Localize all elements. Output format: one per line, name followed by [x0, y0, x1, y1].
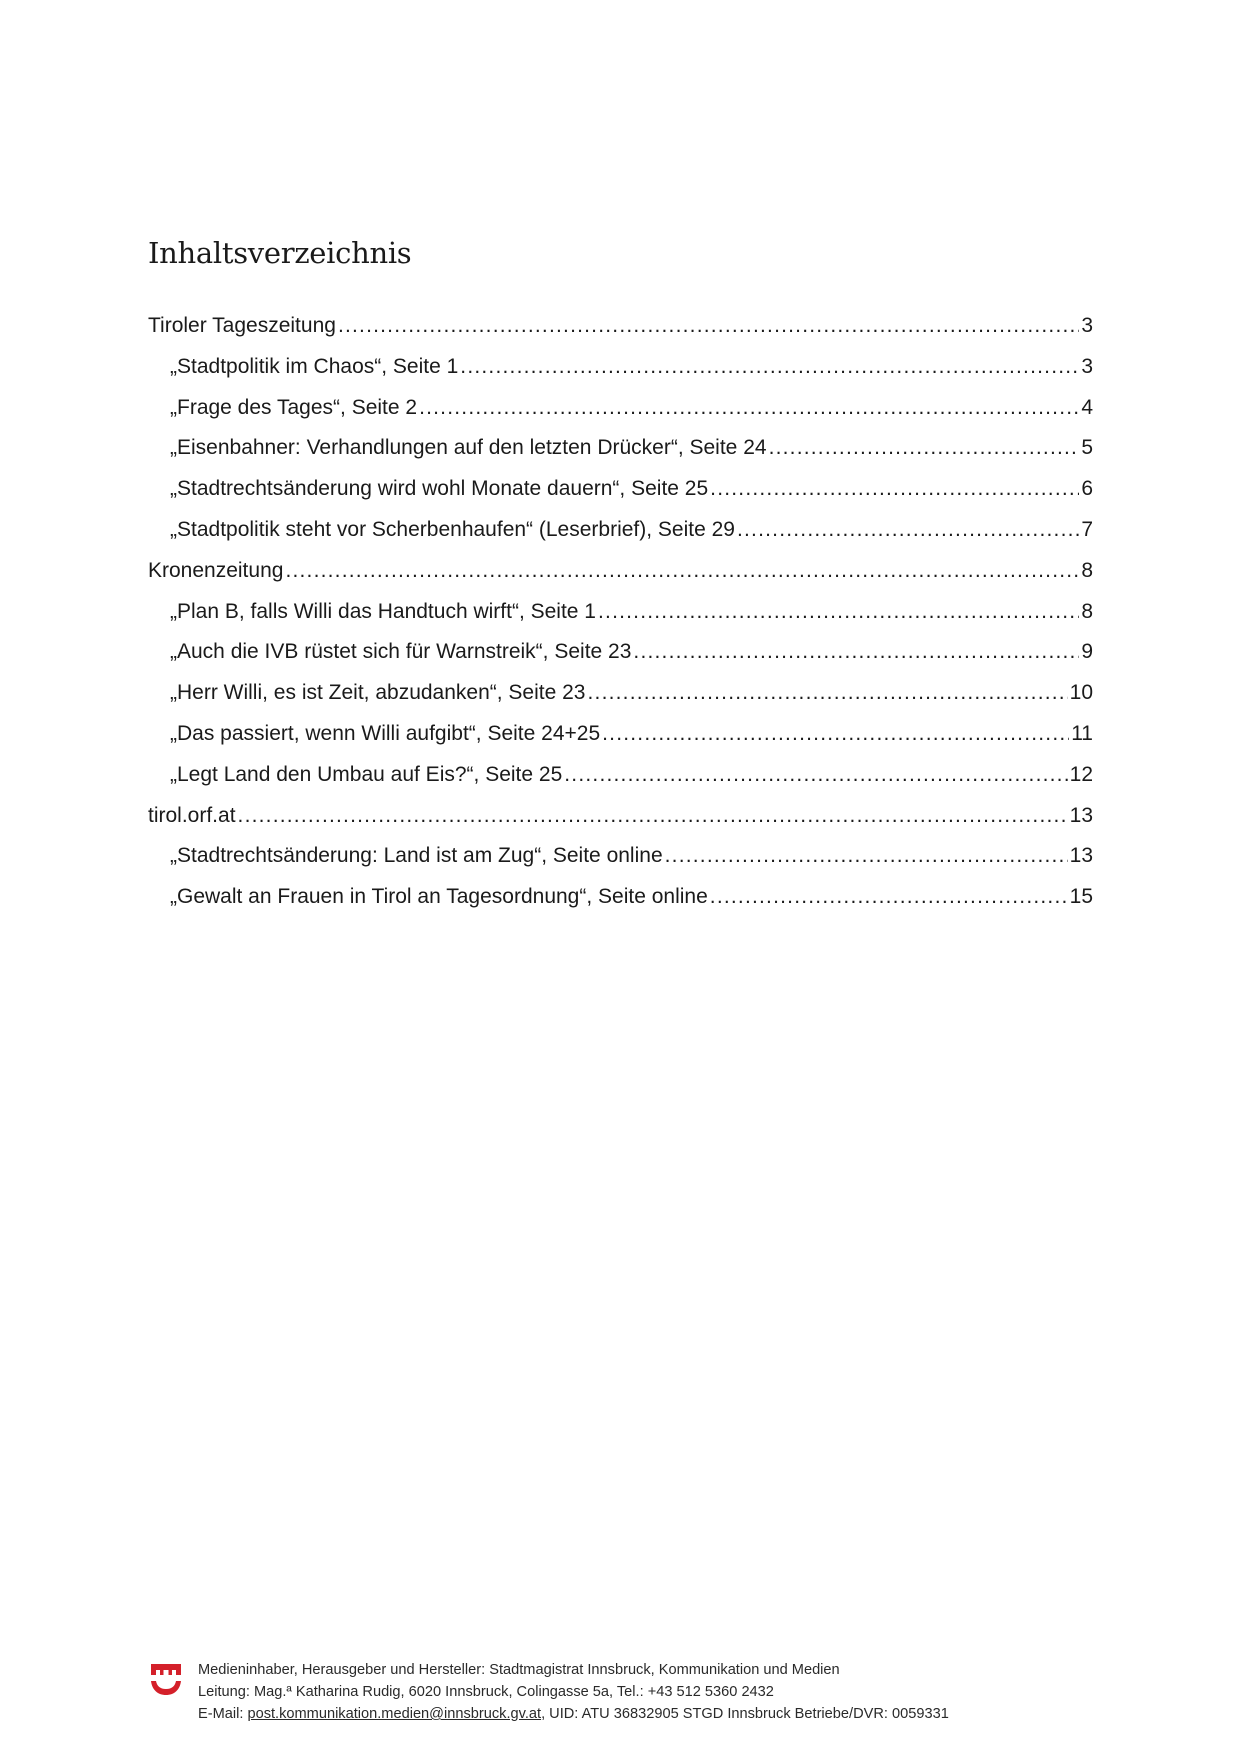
- toc-page-number: 3: [1081, 314, 1093, 337]
- toc-entry-title: tirol.orf.at: [148, 803, 236, 827]
- toc-page-number: 12: [1069, 762, 1093, 786]
- toc-page-number: 7: [1081, 517, 1093, 541]
- footer-imprint: [198, 1659, 949, 1725]
- toc-entry-title: „Gewalt an Frauen in Tirol an Tagesordnung“, Seite online: [170, 885, 708, 909]
- toc-article-entry[interactable]: [148, 714, 1093, 755]
- toc-section-entry[interactable]: [148, 306, 1093, 347]
- toc-entry-title: „Frage des Tages“, Seite 2: [170, 395, 418, 419]
- toc-entry-title: „Eisenbahner: Verhandlungen auf den letzten Drücker“, Seite 24: [170, 436, 767, 460]
- toc-dot-leader: [460, 347, 1079, 388]
- toc-article-entry[interactable]: [148, 428, 1093, 469]
- toc-page-number: 13: [1069, 844, 1093, 868]
- footer-line-contact: [198, 1703, 949, 1725]
- toc-entry-title: „Legt Land den Umbau auf Eis?“, Seite 25: [170, 762, 563, 786]
- toc-page-number: 10: [1069, 681, 1093, 705]
- toc-dot-leader: [737, 510, 1079, 551]
- table-of-contents: [148, 306, 1093, 918]
- toc-page-number: 4: [1081, 395, 1093, 419]
- toc-dot-leader: [710, 877, 1068, 918]
- toc-entry-title: „Stadtpolitik im Chaos“, Seite 1: [170, 354, 459, 378]
- toc-article-entry[interactable]: [148, 592, 1093, 633]
- toc-entry-title: „Stadtrechtsänderung wird wohl Monate dauern“, Seite 25: [170, 477, 709, 501]
- footer-line-management: Leitung: Mag.ª Katharina Rudig, 6020 Innsbruck, Colingasse 5a, Tel.: +43 512 5360 2432: [198, 1684, 774, 1700]
- toc-article-entry[interactable]: [148, 510, 1093, 551]
- toc-page-number: 15: [1069, 885, 1093, 909]
- registration-info: , UID: ATU 36832905 STGD Innsbruck Betriebe/DVR: 0059331: [541, 1706, 949, 1722]
- toc-section-entry[interactable]: [148, 551, 1093, 592]
- toc-entry-title: Kronenzeitung: [148, 558, 284, 582]
- toc-section-entry[interactable]: [148, 796, 1093, 837]
- toc-article-entry[interactable]: [148, 877, 1093, 918]
- toc-page-number: 13: [1069, 803, 1093, 827]
- toc-dot-leader: [419, 388, 1079, 429]
- toc-dot-leader: [598, 592, 1079, 633]
- toc-entry-title: „Plan B, falls Willi das Handtuch wirft“, Seite 1: [170, 599, 596, 623]
- toc-dot-leader: [564, 755, 1067, 796]
- toc-entry-title: „Stadtrechtsänderung: Land ist am Zug“, Seite online: [170, 844, 663, 868]
- toc-dot-leader: [588, 673, 1068, 714]
- toc-article-entry[interactable]: [148, 347, 1093, 388]
- toc-heading: Inhaltsverzeichnis: [148, 236, 412, 270]
- toc-dot-leader: [285, 551, 1079, 592]
- email-label: E-Mail:: [198, 1706, 248, 1722]
- toc-article-entry[interactable]: [148, 469, 1093, 510]
- toc-dot-leader: [665, 836, 1068, 877]
- toc-article-entry[interactable]: [148, 673, 1093, 714]
- footer: [150, 1659, 1090, 1723]
- toc-entry-title: „Herr Willi, es ist Zeit, abzudanken“, Seite 23: [170, 681, 586, 705]
- toc-page-number: 5: [1081, 436, 1093, 460]
- toc-dot-leader: [602, 714, 1069, 755]
- innsbruck-logo-icon: [150, 1662, 182, 1700]
- toc-article-entry[interactable]: [148, 755, 1093, 796]
- toc-entry-title: „Das passiert, wenn Willi aufgibt“, Seite 24+25: [170, 721, 601, 745]
- toc-entry-title: Tiroler Tageszeitung: [148, 314, 336, 337]
- toc-page-number: 3: [1081, 354, 1093, 378]
- toc-dot-leader: [238, 796, 1068, 837]
- toc-entry-title: „Stadtpolitik steht vor Scherbenhaufen“ (Leserbrief), Seite 29: [170, 517, 735, 541]
- toc-dot-leader: [633, 632, 1079, 673]
- footer-line-publisher: Medieninhaber, Herausgeber und Hersteller: Stadtmagistrat Innsbruck, Kommunikation und Medien: [198, 1662, 840, 1678]
- toc-article-entry[interactable]: [148, 632, 1093, 673]
- toc-dot-leader: [769, 428, 1080, 469]
- toc-dot-leader: [710, 469, 1079, 510]
- toc-page-number: 11: [1071, 721, 1093, 745]
- toc-page-number: 8: [1081, 558, 1093, 582]
- toc-article-entry[interactable]: [148, 388, 1093, 429]
- toc-page-number: 8: [1081, 599, 1093, 623]
- toc-page-number: 9: [1081, 640, 1093, 664]
- toc-entry-title: „Auch die IVB rüstet sich für Warnstreik“, Seite 23: [170, 640, 632, 664]
- toc-dot-leader: [338, 306, 1079, 347]
- email-link[interactable]: post.kommunikation.medien@innsbruck.gv.at: [247, 1706, 542, 1722]
- toc-article-entry[interactable]: [148, 836, 1093, 877]
- toc-page-number: 6: [1081, 477, 1093, 501]
